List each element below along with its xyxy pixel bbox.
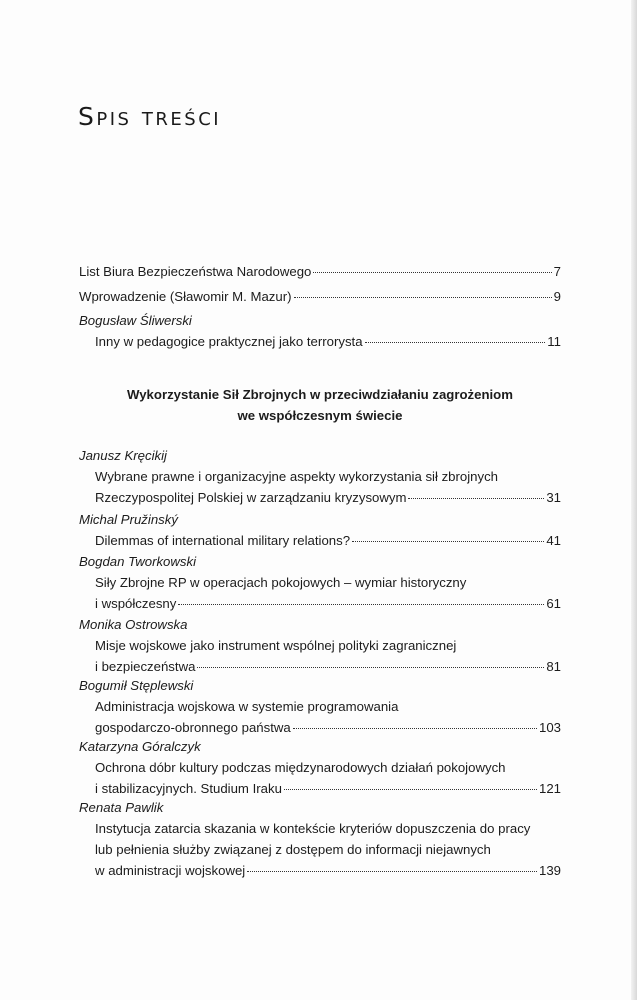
page-number: 11: [547, 334, 561, 349]
section-heading-line: we współczesnym świecie: [237, 408, 403, 423]
toc-entry-front-2: [79, 287, 561, 308]
toc-line: [79, 488, 561, 509]
toc-line: [79, 262, 561, 283]
dot-leader: [293, 728, 537, 729]
toc-entry-front-3: [79, 310, 561, 353]
dot-leader: [197, 667, 544, 668]
dot-leader: [178, 604, 544, 605]
toc-title-part: lub pełnienia służby związanej z dostępem do informacji niejawnych: [95, 841, 491, 857]
page-number: 103: [538, 719, 561, 735]
toc-title-part: Ochrona dóbr kultury podczas międzynarodowych działań pokojowych: [95, 760, 506, 775]
page-number: 41: [546, 533, 561, 548]
dot-leader: [408, 498, 544, 499]
toc-title: w administracji wojskowej: [95, 862, 246, 878]
page-number: 31: [546, 489, 561, 505]
toc-line: [79, 636, 561, 657]
dot-leader: [247, 871, 537, 872]
toc-entry-3: [79, 551, 561, 615]
page-edge-shadow: [631, 0, 637, 1000]
toc-line: [79, 758, 561, 779]
toc-line: [79, 531, 561, 552]
toc-title-part: Instytucja zatarcia skazania w kontekście kryteriów dopuszczenia do pracy: [95, 821, 531, 836]
toc-title-part: Siły Zbrojne RP w operacjach pokojowych – wymiar historyczny: [95, 575, 467, 590]
author-name: Monika Ostrowska: [79, 617, 188, 632]
toc-entry-4: [79, 614, 561, 678]
toc-entry-5: [79, 675, 561, 739]
page-number: 7: [553, 264, 561, 279]
toc-entry-front-1: [79, 262, 561, 283]
toc-title: gospodarczo-obronnego państwa: [95, 719, 291, 735]
dot-leader: [352, 541, 544, 542]
author-name: Michal Pružinský: [79, 512, 178, 527]
toc-line: [79, 840, 561, 861]
page-number: 81: [546, 658, 561, 674]
page-number: 121: [538, 780, 561, 796]
toc-title-part: Wybrane prawne i organizacyjne aspekty wykorzystania sił zbrojnych: [95, 469, 499, 484]
page-number: 9: [553, 289, 561, 304]
author-name: Renata Pawlik: [79, 800, 164, 815]
toc-title: i stabilizacyjnych. Studium Iraku: [95, 780, 282, 796]
toc-title: Rzeczypospolitej Polskiej w zarządzaniu kryzysowym: [95, 489, 407, 505]
toc-line: [79, 287, 561, 308]
toc-entry-6: [79, 736, 561, 800]
author-name: Bogdan Tworkowski: [79, 554, 197, 569]
toc-entry-7: [79, 797, 561, 881]
section-heading-line: Wykorzystanie Sił Zbrojnych w przeciwdziałaniu zagrożeniom: [127, 387, 513, 402]
section-heading: [79, 384, 561, 426]
toc-title: Wprowadzenie (Sławomir M. Mazur): [79, 289, 292, 304]
author-name: Janusz Kręcikij: [79, 448, 167, 463]
toc-title: List Biura Bezpieczeństwa Narodowego: [79, 264, 312, 279]
toc-line: [79, 332, 561, 353]
dot-leader: [294, 297, 552, 298]
toc-line: [79, 573, 561, 594]
toc-line: [79, 861, 561, 882]
author-name: Bogusław Śliwerski: [79, 313, 192, 328]
toc-title: i współczesny: [95, 595, 177, 611]
toc-title: Dilemmas of international military relations?: [95, 533, 351, 548]
dot-leader: [365, 342, 546, 343]
page-title: Spis treści: [78, 102, 222, 131]
dot-leader: [313, 272, 551, 273]
toc-title: Inny w pedagogice praktycznej jako terrorysta: [95, 334, 363, 349]
toc-title-part: Misje wojskowe jako instrument wspólnej polityki zagranicznej: [95, 638, 457, 653]
toc-line: [79, 594, 561, 615]
toc-line: [79, 697, 561, 718]
author-name: Katarzyna Góralczyk: [79, 739, 201, 754]
author-name: Bogumił Stęplewski: [79, 678, 194, 693]
page-number: 61: [546, 595, 561, 611]
toc-entry-2: [79, 509, 561, 552]
toc-line: [79, 467, 561, 488]
toc-title-part: Administracja wojskowa w systemie programowania: [95, 699, 399, 714]
toc-title: i bezpieczeństwa: [95, 658, 196, 674]
toc-entry-1: [79, 445, 561, 509]
page-number: 139: [538, 862, 561, 878]
dot-leader: [284, 789, 537, 790]
toc-line: [79, 819, 561, 840]
